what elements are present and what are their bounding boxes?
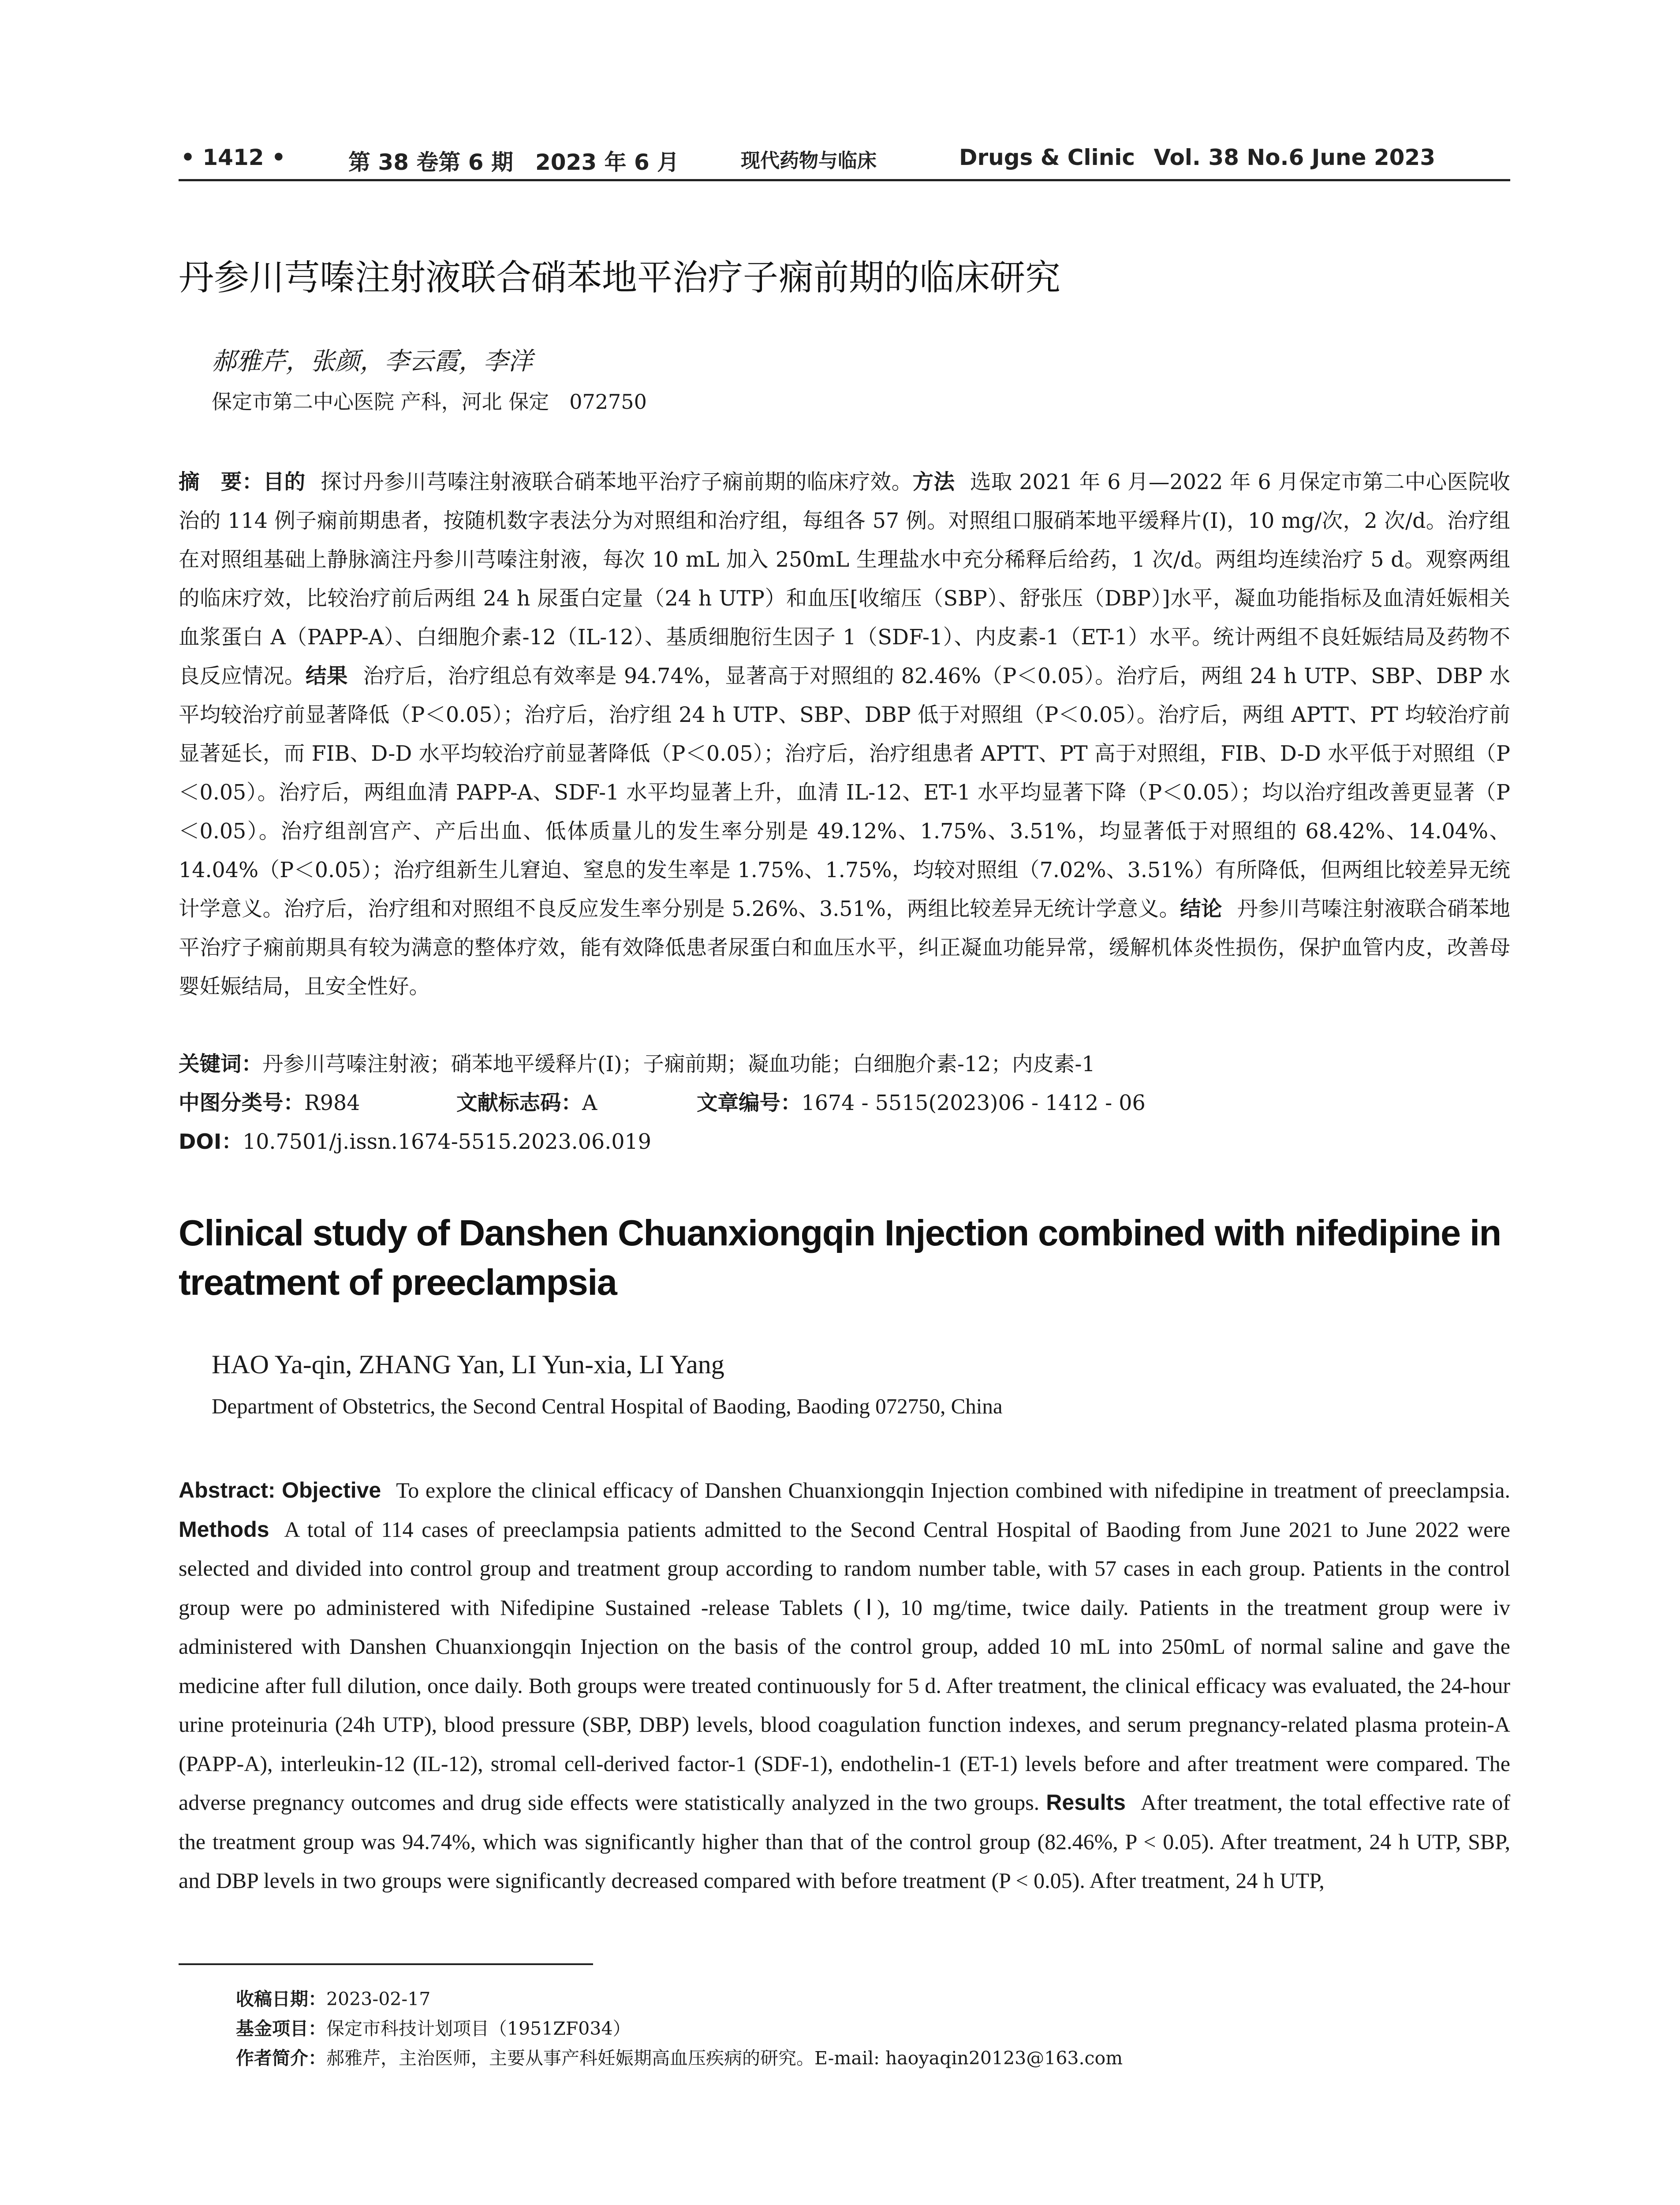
volume-issue-zh: 第 38 卷第 6 期 2023 年 6 月	[348, 149, 679, 175]
footnote-received	[236, 1984, 1123, 2014]
abstract-zh-label: 摘 要：	[179, 470, 263, 494]
doc-code-label: 文献标志码：	[456, 1091, 582, 1115]
authors-en: HAO Ya-qin, ZHANG Yan, LI Yun-xia, LI Yang	[212, 1350, 724, 1379]
conclusion-zh-text: 丹参川芎嗪注射液联合硝苯地平治疗子痫前期具有较为满意的整体疗效，能有效降低患者尿蛋白和血压水平，纠正凝血功能异常，缓解机体炎性损伤，保护血管内皮，改善母婴妊娠结局，且安全性好。	[179, 897, 1511, 999]
doi-row	[179, 1123, 1510, 1162]
footnote-text: 郝雅芹，主治医师，主要从事产科妊娠期高血压疾病的研究。E-mail: haoyaqin20123@163.com	[326, 2048, 1123, 2069]
article-number-label: 文章编号：	[697, 1091, 802, 1115]
footnotes	[236, 1984, 1123, 2073]
footnote-author	[236, 2044, 1123, 2073]
results-en-text: After treatment, the total effective rate of the treatment group was 94.74%, which was significantly higher than that of the control group (82.46%, P < 0.05). After treatment, 24 h UTP, SBP, and DBP levels in two groups were significantly decreased compared with before treatment (P < 0.05). After treatment, 24 h UTP,	[179, 1790, 1511, 1893]
volume-issue-en: Vol. 38 No.6 June 2023	[1154, 145, 1435, 170]
journal-name-zh: 现代药物与临床	[741, 149, 877, 172]
methods-zh-label: 方法	[912, 470, 955, 494]
article-number-value: 1674 - 5515(2023)06 - 1412 - 06	[801, 1091, 1146, 1115]
results-zh-text: 治疗后，治疗组总有效率是 94.74%，显著高于对照组的 82.46%（P＜0.05）。治疗后，两组 24 h UTP、SBP、DBP 水平均较治疗前显著降低（P＜0.05）；治疗后，治疗组 24 h UTP、SBP、DBP 低于对照组（P＜0.05）。治疗后，两组 APTT、PT 均较治疗前显著延长，而 FIB、D-D 水平均较治疗前显著降低（P＜0.05）；治疗后，治疗组患者 APTT、PT 高于对照组，FIB、D-D 水平低于对照组（P＜0.05）。治疗后，两组血清 PAPP-A、SDF-1 水平均显著上升，血清 IL-12、ET-1 水平均显著下降（P＜0.05）；均以治疗组改善更显著（P＜0.05）。治疗组剖宫产、产后出血、低体质量儿的发生率分别是 49.12%、1.75%、3.51%，均显著低于对照组的 68.42%、14.04%、14.04%（P＜0.05）；治疗组新生儿窘迫、窒息的发生率是 1.75%、1.75%，均较对照组（7.02%、3.51%）有所降低，但两组比较差异无统计学意义。治疗后，治疗组和对照组不良反应发生率分别是 5.26%、3.51%，两组比较差异无统计学意义。	[179, 664, 1510, 921]
affiliation-zh: 保定市第二中心医院 产科，河北 保定 072750	[212, 390, 647, 414]
conclusion-zh-label: 结论	[1180, 897, 1222, 921]
authors-zh: 郝雅芹，张颜，李云霞，李洋	[212, 347, 533, 376]
methods-zh-text: 选取 2021 年 6 月—2022 年 6 月保定市第二中心医院收治的 114 例子痫前期患者，按随机数字表法分为对照组和治疗组，每组各 57 例。对照组口服硝苯地平缓释片(Ⅰ)，10 mg/次，2 次/d。治疗组在对照组基础上静脉滴注丹参川芎嗪注射液，每次 10 mL 加入 250mL 生理盐水中充分稀释后给药，1 次/d。两组均连续治疗 5 d。观察两组的临床疗效，比较治疗前后两组 24 h 尿蛋白定量（24 h UTP）和血压[收缩压（SBP）、舒张压（DBP）]水平，凝血功能指标及血清妊娠相关血浆蛋白 A（PAPP-A）、白细胞介素-12（IL-12）、基质细胞衍生因子 1（SDF-1）、内皮素-1（ET-1）水平。统计两组不良妊娠结局及药物不良反应情况。	[179, 470, 1511, 688]
abstract-en	[179, 1471, 1510, 1900]
footnote-divider	[179, 1963, 593, 1965]
doc-code-value: A	[582, 1091, 597, 1115]
classification-row	[179, 1084, 1510, 1123]
methods-en-text: A total of 114 cases of preeclampsia patients admitted to the Second Central Hospital of Baoding from June 2021 to June 2022 were selected and divided into control group and treatment group according to random number table, with 57 cases in each group. Patients in the control group were po administered with Nifedipine Sustained -release Tablets (Ⅰ), 10 mg/time, twice daily. Patients in the treatment group were iv administered with Danshen Chuanxiongqin Injection on the basis of the control group, added 10 mL into 250mL of normal saline and gave the medicine after full dilution, once daily. Both groups were treated continuously for 5 d. After treatment, the clinical efficacy was evaluated, the 24-hour urine proteinuria (24h UTP), blood pressure (SBP, DBP) levels, blood coagulation function indexes, and serum pregnancy-related plasma protein-A (PAPP-A), interleukin-12 (IL-12), stromal cell-derived factor-1 (SDF-1), endothelin-1 (ET-1) levels before and after treatment were compared. The adverse pregnancy outcomes and drug side effects were statistically analyzed in the two groups.	[179, 1517, 1510, 1815]
doi-value[interactable]: 10.7501/j.issn.1674-5515.2023.06.019	[242, 1130, 651, 1154]
journal-name-en: Drugs & Clinic	[959, 145, 1135, 170]
methods-en-label: Methods	[179, 1517, 269, 1542]
keywords-zh-text: 丹参川芎嗪注射液；硝苯地平缓释片(Ⅰ)；子痫前期；凝血功能；白细胞介素-12；内皮素-1	[262, 1052, 1095, 1076]
footnote-label: 收稿日期：	[236, 1988, 326, 2010]
footnote-text: 2023-02-17	[326, 1988, 431, 2010]
abstract-zh	[179, 463, 1510, 1006]
abstract-en-label: Abstract:	[179, 1478, 276, 1502]
doi-label: DOI：	[179, 1130, 243, 1154]
clc-label: 中图分类号：	[179, 1091, 304, 1115]
results-en-label: Results	[1046, 1790, 1126, 1815]
results-zh-label: 结果	[305, 664, 348, 688]
objective-zh-label: 目的	[263, 470, 306, 494]
footnote-label: 作者简介：	[236, 2048, 326, 2069]
title-en: Clinical study of Danshen Chuanxiongqin Injection combined with nifedipine in treatment of preeclampsia	[179, 1212, 1501, 1303]
affiliation-en: Department of Obstetrics, the Second Central Hospital of Baoding, Baoding 072750, China	[212, 1394, 1003, 1418]
title-zh: 丹参川芎嗪注射液联合硝苯地平治疗子痫前期的临床研究	[179, 257, 1060, 298]
footnote-label: 基金项目：	[236, 2018, 326, 2039]
objective-en-text: To explore the clinical efficacy of Danshen Chuanxiongqin Injection combined with nifedipine in treatment of preeclampsia.	[396, 1478, 1510, 1502]
footnote-text: 保定市科技计划项目（1951ZF034）	[326, 2018, 631, 2039]
running-header	[179, 137, 1510, 181]
footnote-funding	[236, 2014, 1123, 2044]
objective-en-label: Objective	[282, 1478, 381, 1502]
page-number: • 1412 •	[181, 145, 286, 170]
keywords-zh-label: 关键词：	[179, 1052, 262, 1076]
clc-value: R984	[304, 1091, 360, 1115]
objective-zh-text: 探讨丹参川芎嗪注射液联合硝苯地平治疗子痫前期的临床疗效。	[320, 470, 913, 494]
keywords-zh	[179, 1045, 1510, 1084]
